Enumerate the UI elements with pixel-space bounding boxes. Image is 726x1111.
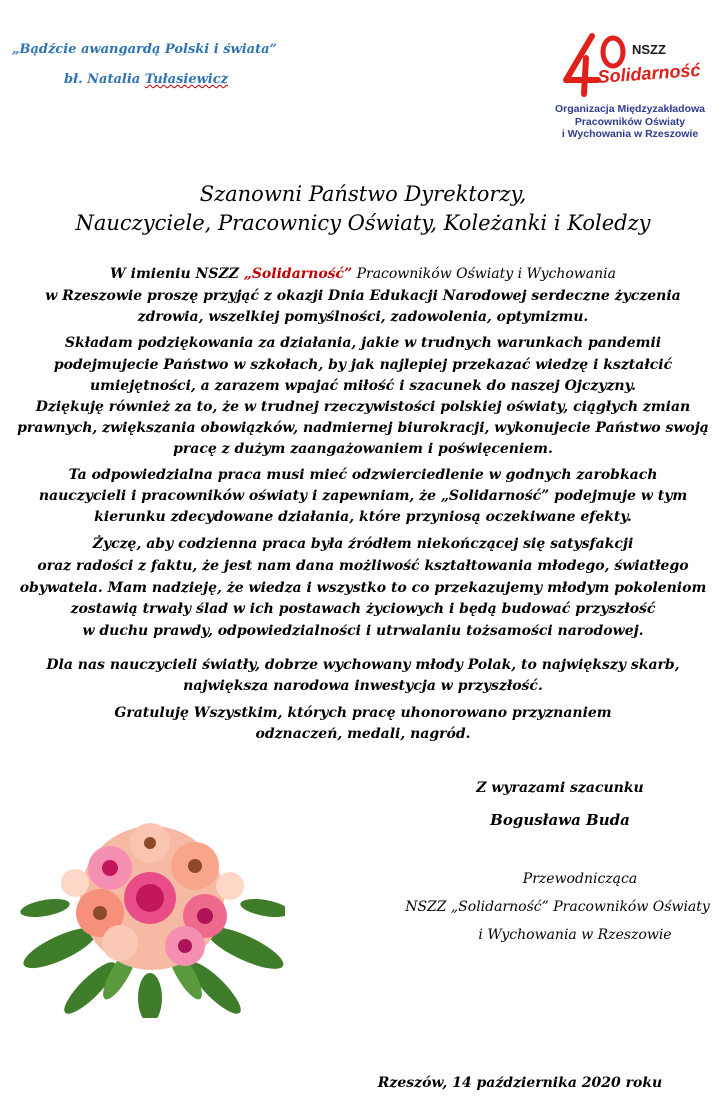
closing-regards: Z wyrazami szacunku: [476, 780, 644, 796]
text-run: W imieniu NSZZ: [110, 266, 244, 282]
paragraph-4-line-2: nauczycieli i pracowników oświaty i zapewniam, że „Solidarność” podejmuje w tym: [38, 488, 688, 504]
paragraph-6-line-1: Dla nas nauczycieli światły, dobrze wychowany młody Polak, to największy skarb,: [46, 657, 680, 673]
motto-author: [64, 72, 228, 87]
paragraph-3-line-2: prawnych, zwiększania obowiązków, nadmiernej biurokracji, wykonujecie Państwo swoją: [17, 420, 709, 436]
paragraph-4-line-3: kierunku zdecydowane działania, które przyniosą oczekiwane efekty.: [94, 509, 632, 525]
author-prefix: bł. Natalia: [64, 72, 145, 87]
org-line-3: i Wychowania w Rzeszowie: [561, 128, 699, 140]
logo-number-0: [603, 38, 623, 66]
logo-organization: [540, 103, 720, 141]
paragraph-1-line-1: [0, 264, 726, 286]
paragraph-5-line-5: w duchu prawdy, odpowiedzialności i utrwalaniu tożsamości narodowej.: [82, 623, 644, 639]
flower-bouquet-image: [20, 798, 285, 1018]
author-name: Tułasiewicz: [144, 72, 229, 87]
solidarnosc-highlight: „Solidarność”: [243, 266, 353, 282]
paragraph-5-line-4: zostawią trwały ślad w ich postawach życiowych i będą budować przyszłość: [70, 601, 656, 617]
signatory-org-line-1: NSZZ „Solidarność” Pracowników Oświaty: [405, 899, 710, 915]
bouquet-flowers: [61, 823, 244, 970]
place-and-date: Rzeszów, 14 października 2020 roku: [377, 1075, 663, 1091]
paragraph-7-line-1: Gratuluję Wszystkim, których pracę uhonorowano przyznaniem: [114, 705, 612, 721]
salutation-line-2: Nauczyciele, Pracownicy Oświaty, Koleżanki i Koledzy: [75, 211, 651, 235]
org-line-1: Organizacja Międzyzakładowa: [555, 103, 705, 115]
paragraph-5-line-1: Życzę, aby codzienna praca była źródłem niekończącej się satysfakcji: [92, 536, 634, 552]
paragraph-4-line-1: Ta odpowiedzialna praca musi mieć odzwierciedlenie w godnych zarobkach: [68, 467, 658, 483]
paragraph-2-line-3: umiejętności, a zarazem wpajać miłość i szacunek do naszej Ojczyzny.: [90, 378, 636, 394]
paragraph-1-line-3: zdrowia, wszelkiej pomyślności, zadowolenia, optymizmu.: [137, 309, 589, 325]
paragraph-1-line-2: w Rzeszowie proszę przyjąć z okazji Dnia Edukacji Narodowej serdeczne życzenia: [45, 288, 681, 304]
paragraph-3-line-3: pracę z dużym zaangażowaniem i poświęceniem.: [173, 441, 553, 457]
paragraph-6-line-2: największa narodowa inwestycja w przyszłość.: [183, 678, 543, 694]
logo-brand: Solidarność: [596, 59, 702, 87]
signatory-org-line-2: i Wychowania w Rzeszowie: [478, 927, 672, 943]
paragraph-7-line-2: odznaczeń, medali, nagród.: [255, 726, 471, 742]
paragraph-3-line-1: Dziękuję również za to, że w trudnej rzeczywistości polskiej oświaty, ciągłych zmian: [35, 399, 691, 415]
org-line-2: Pracowników Oświaty: [574, 115, 686, 128]
signatory-position: Przewodnicząca: [522, 871, 638, 887]
logo-nszz: NSZZ: [632, 42, 666, 57]
text-run: Pracowników Oświaty i Wychowania: [352, 266, 616, 282]
salutation-line-1: Szanowni Państwo Dyrektorzy,: [199, 182, 527, 206]
paragraph-5-line-3: obywatela. Mam nadzieję, że wiedza i wszystko to co przekazujemy młodym pokoleniom: [19, 580, 707, 596]
paragraph-2-line-2: podejmujecie Państwo w szkołach, by jak najlepiej przekazać wiedzę i kształcić: [53, 357, 673, 373]
signatory-name: Bogusława Buda: [490, 811, 630, 829]
motto-quote: „Bądźcie awangardą Polski i świata”: [12, 42, 277, 57]
paragraph-5-line-2: oraz radości z faktu, że jest nam dana możliwość kształtowania młodego, światłego: [37, 558, 689, 574]
logo-number-4: [566, 36, 598, 94]
paragraph-2-line-1: Składam podziękowania za działania, jakie w trudnych warunkach pandemii: [64, 335, 662, 351]
